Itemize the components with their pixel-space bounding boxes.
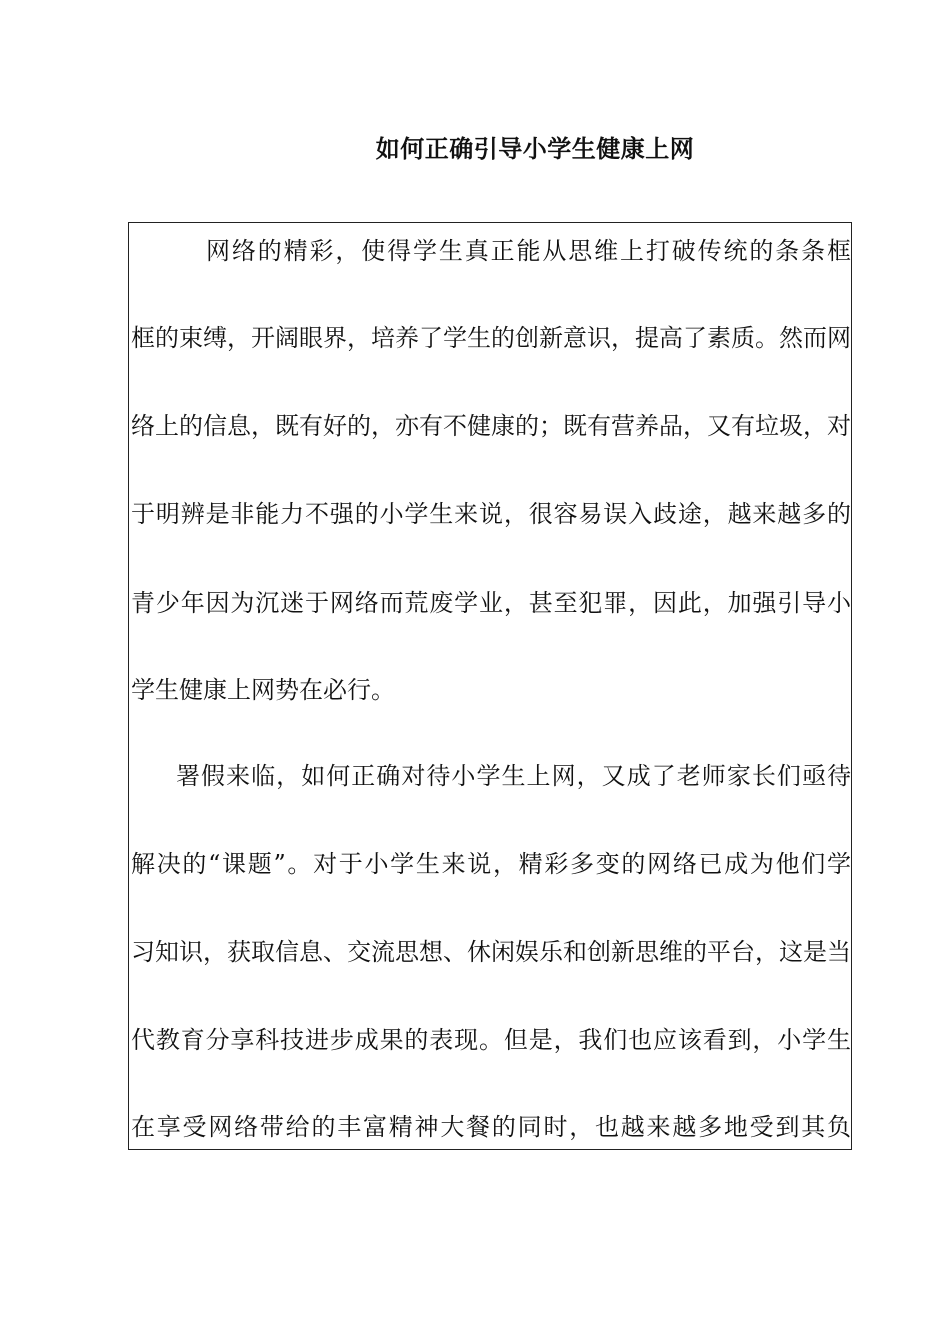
text-line: 络上的信息，既有好的，亦有不健康的；既有营养品，又有垃圾，对 <box>131 412 851 440</box>
text-line: 代教育分享科技进步成果的表现。但是，我们也应该看到，小学生 <box>131 1026 851 1054</box>
text-line: 框的束缚，开阔眼界，培养了学生的创新意识，提高了素质。然而网 <box>131 324 851 352</box>
text-line: 署假来临，如何正确对待小学生上网，又成了老师家长们亟待 <box>176 762 851 790</box>
text-line: 习知识，获取信息、交流思想、休闲娱乐和创新思维的平台，这是当 <box>131 938 851 966</box>
text-line: 网络的精彩，使得学生真正能从思维上打破传统的条条框 <box>206 237 851 265</box>
text-line: 学生健康上网势在必行。 <box>131 676 395 704</box>
text-line: 在享受网络带给的丰富精神大餐的同时，也越来越多地受到其负 <box>131 1113 851 1141</box>
content-box <box>128 222 852 1150</box>
text-line: 解决的“课题”。对于小学生来说，精彩多变的网络已成为他们学 <box>131 850 851 878</box>
page-title: 如何正确引导小学生健康上网 <box>375 135 695 163</box>
text-line: 青少年因为沉迷于网络而荒废学业，甚至犯罪，因此，加强引导小 <box>131 589 851 617</box>
text-line: 于明辨是非能力不强的小学生来说，很容易误入歧途，越来越多的 <box>131 500 851 528</box>
